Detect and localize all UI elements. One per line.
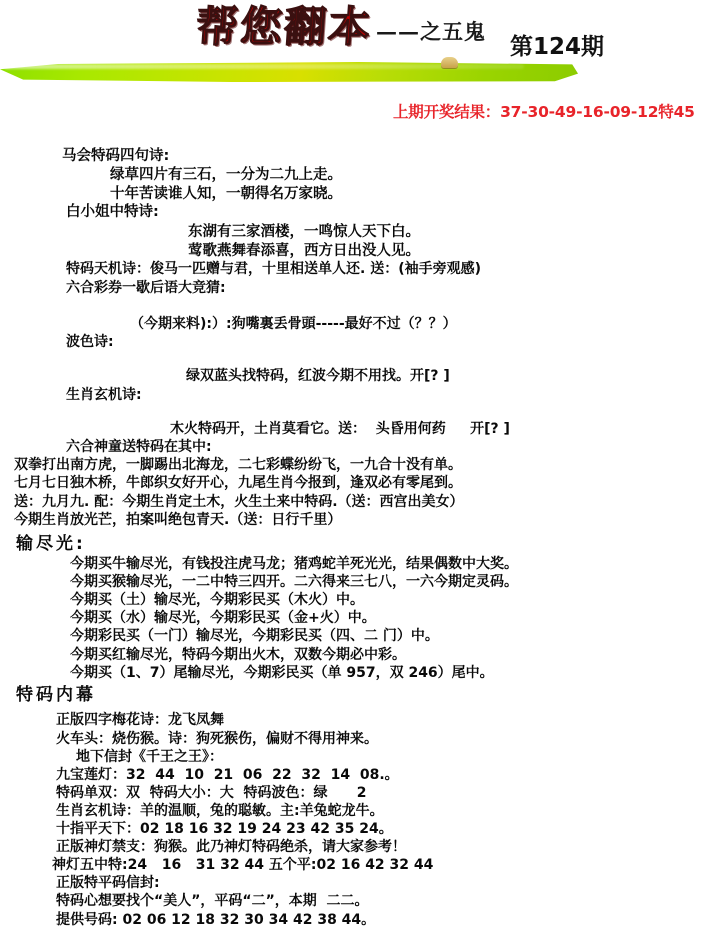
temaneimu-line: 地下信封《千王之王》： <box>76 748 223 765</box>
baixiaojie-poem-line-2: 莺歌燕舞春添喜，西方日出没人见。 <box>188 242 420 259</box>
temaneimu-line: 正版神灯禁支：狗猴。此乃神灯特码绝杀，请大家参考！ <box>56 839 406 856</box>
temaneimu-line: 火车头：烧伤猴。诗：狗死猴伤，偏财不得用神来。 <box>56 730 378 747</box>
shujinguang-line: 今期买红输尽光，特码今期出火木，双数今期必中彩。 <box>70 646 406 663</box>
label-bose-poem: 波色诗: <box>66 333 114 350</box>
shujinguang-line: 今期买牛输尽光，有钱投注虎马龙；猪鸡蛇羊死光光，结果偶数中大奖。 <box>70 556 518 573</box>
mahui-poem-line-1: 绿草四片有三石，一分为二九上走。 <box>110 166 342 183</box>
label-xiehouyu: 六合彩券一歇后语大竞猜: <box>66 279 226 296</box>
heading-shujinguang: 输尽光: <box>16 533 86 554</box>
tianji-poem-line: 特码天机诗：俊马一匹赠与君，十里相送单人还. 送：(袖手旁观感) <box>66 261 481 278</box>
site-title: 帮您翻本 <box>194 2 374 51</box>
temaneimu-line: 正版特平码信封: <box>56 875 160 892</box>
xiehouyu-line: （今期来料):）:狗嘴裏丢骨頭-----最好不过（？？） <box>130 315 457 332</box>
bose-poem-line: 绿双蓝头找特码，红波今期不用找。开[? ] <box>186 368 450 385</box>
shujinguang-line: 今期买（水）输尽光，今期彩民买（金+火）中。 <box>70 610 376 627</box>
ribbon-ornament-icon <box>441 57 458 68</box>
shentong-line-2: 七月七日独木桥，牛郎织女好开心，九尾生肖今报到，逢双必有零尾到。 <box>14 475 462 492</box>
shentong-line-1: 双拳打出南方虎，一脚踢出北海龙，二七彩蝶纷纷飞，一九合十没有单。 <box>14 457 462 474</box>
site-subtitle: ——之五鬼 <box>376 19 487 44</box>
heading-temaneimu: 特码内幕 <box>16 685 96 706</box>
label-mahui-poem: 马会特码四句诗: <box>62 147 170 164</box>
label-shentong: 六合神童送特码在其中: <box>66 439 212 456</box>
temaneimu-line: 生肖玄机诗：羊的温顺，兔的聪敏。主:羊兔蛇龙牛。 <box>56 802 384 819</box>
shentong-line-3: 送：九月九. 配：今期生肖定土木，火生土来中特码.（送：西宫出美女） <box>14 493 464 510</box>
temaneimu-line: 十指平天下：02 18 16 32 19 24 23 42 35 24。 <box>56 821 393 838</box>
mahui-poem-line-2: 十年苦读谁人知，一朝得名万家晓。 <box>110 185 342 202</box>
shujinguang-line: 今期买（土）输尽光，今期彩民买（木火）中。 <box>70 592 364 609</box>
issue-number: 第124期 <box>510 34 605 60</box>
previous-draw-result: 上期开奖结果：37-30-49-16-09-12特45 <box>393 103 695 121</box>
shentong-line-4: 今期生肖放光芒，拍案叫绝包青天.（送：日行千里） <box>14 511 342 528</box>
masthead-logo <box>194 2 487 51</box>
shujinguang-line: 今期买猴输尽光，一二中特三四开。二六得来三七八，一六今期定灵码。 <box>70 574 518 591</box>
shujinguang-line: 今期买（1、7）尾输尽光，今期彩民买（单 957，双 246）尾中。 <box>70 664 494 681</box>
temaneimu-line: 特码心想要找个“美人”，平码“二”，本期 二二。 <box>56 893 369 910</box>
label-baixiaojie-poem: 白小姐中特诗: <box>66 203 159 220</box>
temaneimu-line: 神灯五中特:24 16 31 32 44 五个平:02 16 42 32 44 <box>52 857 434 874</box>
label-shengxiao-poem: 生肖玄机诗: <box>66 386 142 403</box>
page-header <box>0 0 720 121</box>
temaneimu-line: 九宝莲灯：32 44 10 21 06 22 32 14 08.。 <box>56 766 399 783</box>
temaneimu-line: 提供号码: 02 06 12 18 32 30 34 42 38 44。 <box>56 911 376 928</box>
temaneimu-line: 正版四字梅花诗：龙飞凤舞 <box>56 712 224 729</box>
shujinguang-line: 今期彩民买（一门）输尽光，今期彩民买（四、二 门）中。 <box>70 628 439 645</box>
temaneimu-line: 特码单双：双 特码大小：大 特码波色：绿 2 <box>56 784 367 801</box>
baixiaojie-poem-line-1: 东湖有三家酒楼，一鸣惊人天下白。 <box>188 223 420 240</box>
shengxiao-poem-line: 木火特码开，土肖莫看它。送： 头昏用何药 开[? ] <box>170 421 510 438</box>
